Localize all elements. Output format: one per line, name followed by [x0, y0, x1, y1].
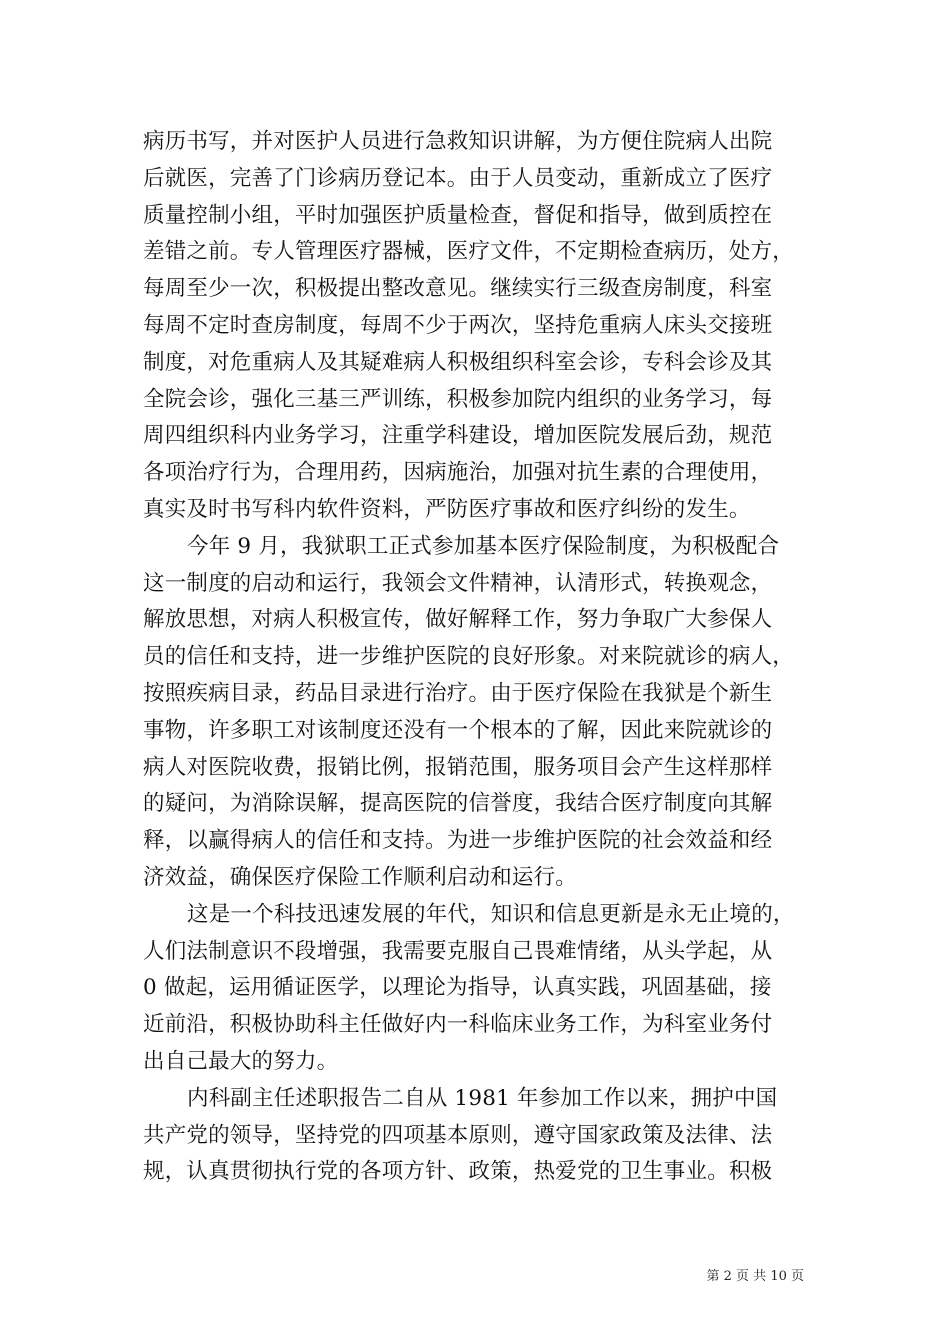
text-line: 释，以赢得病人的信任和支持。为进一步维护医院的社会效益和经	[143, 828, 773, 854]
text-line: 各项治疗行为，合理用药，因病施治，加强对抗生素的合理使用，	[143, 460, 773, 486]
text-line: 全院会诊，强化三基三严训练，积极参加院内组织的业务学习，每	[143, 386, 773, 412]
text-line: 出自己最大的努力。	[143, 1048, 339, 1074]
page-number-footer: 第 2 页 共 10 页	[706, 1269, 804, 1284]
text-line: 这一制度的启动和运行，我领会文件精神，认清形式，转换观念，	[143, 570, 773, 596]
text-line: 规，认真贯彻执行党的各项方针、政策，热爱党的卫生事业。积极	[143, 1159, 773, 1185]
text-line: 周四组织科内业务学习，注重学科建设，增加医院发展后劲，规范	[143, 423, 773, 449]
text-line: 0 做起，运用循证医学，以理论为指导，认真实践，巩固基础，接	[143, 975, 772, 1001]
text-line: 员的信任和支持，进一步维护医院的良好形象。对来院就诊的病人，	[143, 644, 795, 670]
text-line: 济效益，确保医疗保险工作顺利启动和运行。	[143, 864, 578, 890]
text-line: 质量控制小组，平时加强医护质量检查，督促和指导，做到质控在	[143, 202, 773, 228]
text-line: 按照疾病目录，药品目录进行治疗。由于医疗保险在我狱是个新生	[143, 680, 773, 706]
text-line: 解放思想，对病人积极宣传，做好解释工作，努力争取广大参保人	[143, 607, 773, 633]
text-line: 的疑问，为消除误解，提高医院的信誉度，我结合医疗制度向其解	[143, 791, 773, 817]
paragraph-start-line: 今年 9 月，我狱职工正式参加基本医疗保险制度，为积极配合	[187, 533, 780, 559]
text-line: 病历书写，并对医护人员进行急救知识讲解，为方便住院病人出院	[143, 129, 773, 154]
text-line: 后就医，完善了门诊病历登记本。由于人员变动，重新成立了医疗	[143, 165, 773, 191]
text-line: 真实及时书写科内软件资料，严防医疗事故和医疗纠纷的发生。	[143, 496, 751, 522]
text-line: 病人对医院收费，报销比例，报销范围，服务项目会产生这样那样	[143, 754, 773, 780]
text-line: 共产党的领导，坚持党的四项基本原则，遵守国家政策及法律、法	[143, 1122, 773, 1148]
text-line: 差错之前。专人管理医疗器械，医疗文件，不定期检查病历，处方，	[143, 239, 795, 265]
text-line: 每周至少一次，积极提出整改意见。继续实行三级查房制度，科室	[143, 276, 773, 302]
text-line: 人们法制意识不段增强，我需要克服自己畏难情绪，从头学起，从	[143, 938, 773, 964]
text-line: 事物，许多职工对该制度还没有一个根本的了解，因此来院就诊的	[143, 717, 773, 743]
body-text	[143, 124, 808, 1191]
paragraph-start-line: 内科副主任述职报告二自从 1981 年参加工作以来，拥护中国	[187, 1085, 778, 1111]
text-line: 近前沿，积极协助科主任做好内一科临床业务工作，为科室业务付	[143, 1012, 773, 1038]
paragraph-start-line: 这是一个科技迅速发展的年代，知识和信息更新是永无止境的，	[187, 901, 795, 927]
text-line: 每周不定时查房制度，每周不少于两次，坚持危重病人床头交接班	[143, 312, 773, 338]
text-line: 制度，对危重病人及其疑难病人积极组织科室会诊，专科会诊及其	[143, 349, 773, 375]
